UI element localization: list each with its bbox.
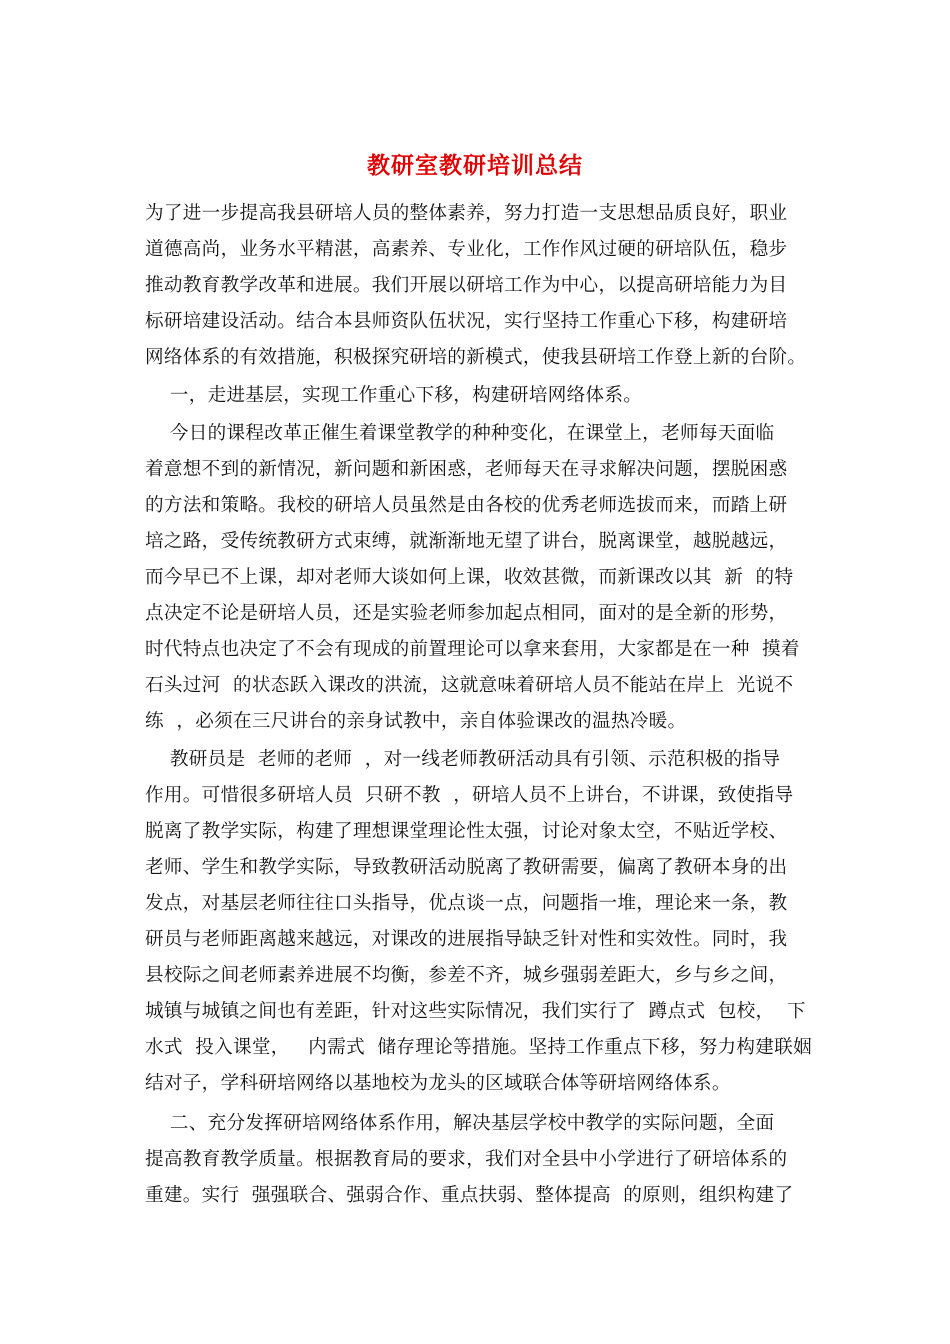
paragraph-line: 提高教育教学质量。根据教育局的要求，我们对全县中小学进行了研培体系的	[145, 1149, 788, 1170]
paragraph-line: 时代特点也决定了不会有现成的前置理论可以拿来套用，大家都是在一种 摸着	[145, 639, 800, 660]
paragraph-line: 推动教育教学改革和进展。我们开展以研培工作为中心，以提高研培能力为目	[145, 275, 788, 296]
paragraph-line: 城镇与城镇之间也有差距，针对这些实际情况，我们实行了 蹲点式 包校， 下	[145, 1001, 806, 1022]
paragraph-line: 老师、学生和教学实际，导致教研活动脱离了教研需要，偏离了教研本身的出	[145, 857, 788, 878]
paragraph-line: 点决定不论是研培人员，还是实验老师参加起点相同，面对的是全新的形势，	[145, 603, 788, 624]
paragraph-line: 网络体系的有效措施，积极探究研培的新模式，使我县研培工作登上新的台阶。	[145, 347, 807, 368]
paragraph-line: 研员与老师距离越来越远，对课改的进展指导缺乏针对性和实效性。同时，我	[145, 929, 788, 950]
paragraph-line: 发点，对基层老师往往口头指导，优点谈一点，问题指一堆，理论来一条，教	[145, 893, 788, 914]
paragraph-line: 二、充分发挥研培网络体系作用，解决基层学校中教学的实际问题，全面	[145, 1113, 775, 1134]
paragraph-line: 道德高尚，业务水平精湛，高素养、专业化，工作作风过硬的研培队伍，稳步	[145, 239, 788, 260]
paragraph-line: 今日的课程改革正催生着课堂教学的种种变化，在课堂上，老师每天面临	[145, 423, 775, 444]
paragraph-line: 石头过河 的状态跃入课改的洪流，这就意味着研培人员不能站在岸上 光说不	[145, 675, 794, 696]
paragraph-line: 标研培建设活动。结合本县师资队伍状况，实行坚持工作重心下移，构建研培	[145, 311, 788, 332]
document-title: 教研室教研培训总结	[367, 152, 583, 179]
paragraph-line: 教研员是 老师的老师 ，对一线老师教研活动具有引领、示范积极的指导	[145, 749, 781, 770]
paragraph-line: 练 ，必须在三尺讲台的亲身试教中，亲自体验课改的温热冷暖。	[145, 711, 687, 732]
paragraph-line: 脱离了教学实际，构建了理想课堂理论性太强，讨论对象太空，不贴近学校、	[145, 821, 788, 842]
paragraph-line: 作用。可惜很多研培人员 只研不教 ，研培人员不上讲台，不讲课，致使指导	[145, 785, 794, 806]
paragraph-line: 结对子，学科研培网络以基地校为龙头的区域联合体等研培网络体系。	[145, 1073, 731, 1094]
paragraph-line: 重建。实行 强强联合、强弱合作、重点扶弱、整体提高 的原则，组织构建了	[145, 1185, 794, 1206]
paragraph-line: 培之路，受传统教研方式束缚，就渐渐地无望了讲台，脱离课堂，越脱越远，	[145, 531, 788, 552]
paragraph-line: 水式 投入课堂， 内需式 储存理论等措施。坚持工作重点下移，努力构建联姻	[145, 1037, 812, 1058]
paragraph-line: 县校际之间老师素养进展不均衡，参差不齐，城乡强弱差距大，乡与乡之间，	[145, 965, 788, 986]
paragraph-line: 而今早已不上课，却对老师大谈如何上课，收效甚微，而新课改以其 新 的特	[145, 567, 794, 588]
paragraph-line: 着意想不到的新情况，新问题和新困惑，老师每天在寻求解决问题，摆脱困惑	[145, 459, 788, 480]
paragraph-line: 一，走进基层，实现工作重心下移，构建研培网络体系。	[145, 385, 643, 406]
paragraph-line: 的方法和策略。我校的研培人员虽然是由各校的优秀老师选拔而来，而踏上研	[145, 495, 788, 516]
paragraph-line: 为了进一步提高我县研培人员的整体素养，努力打造一支思想品质良好，职业	[145, 203, 788, 224]
